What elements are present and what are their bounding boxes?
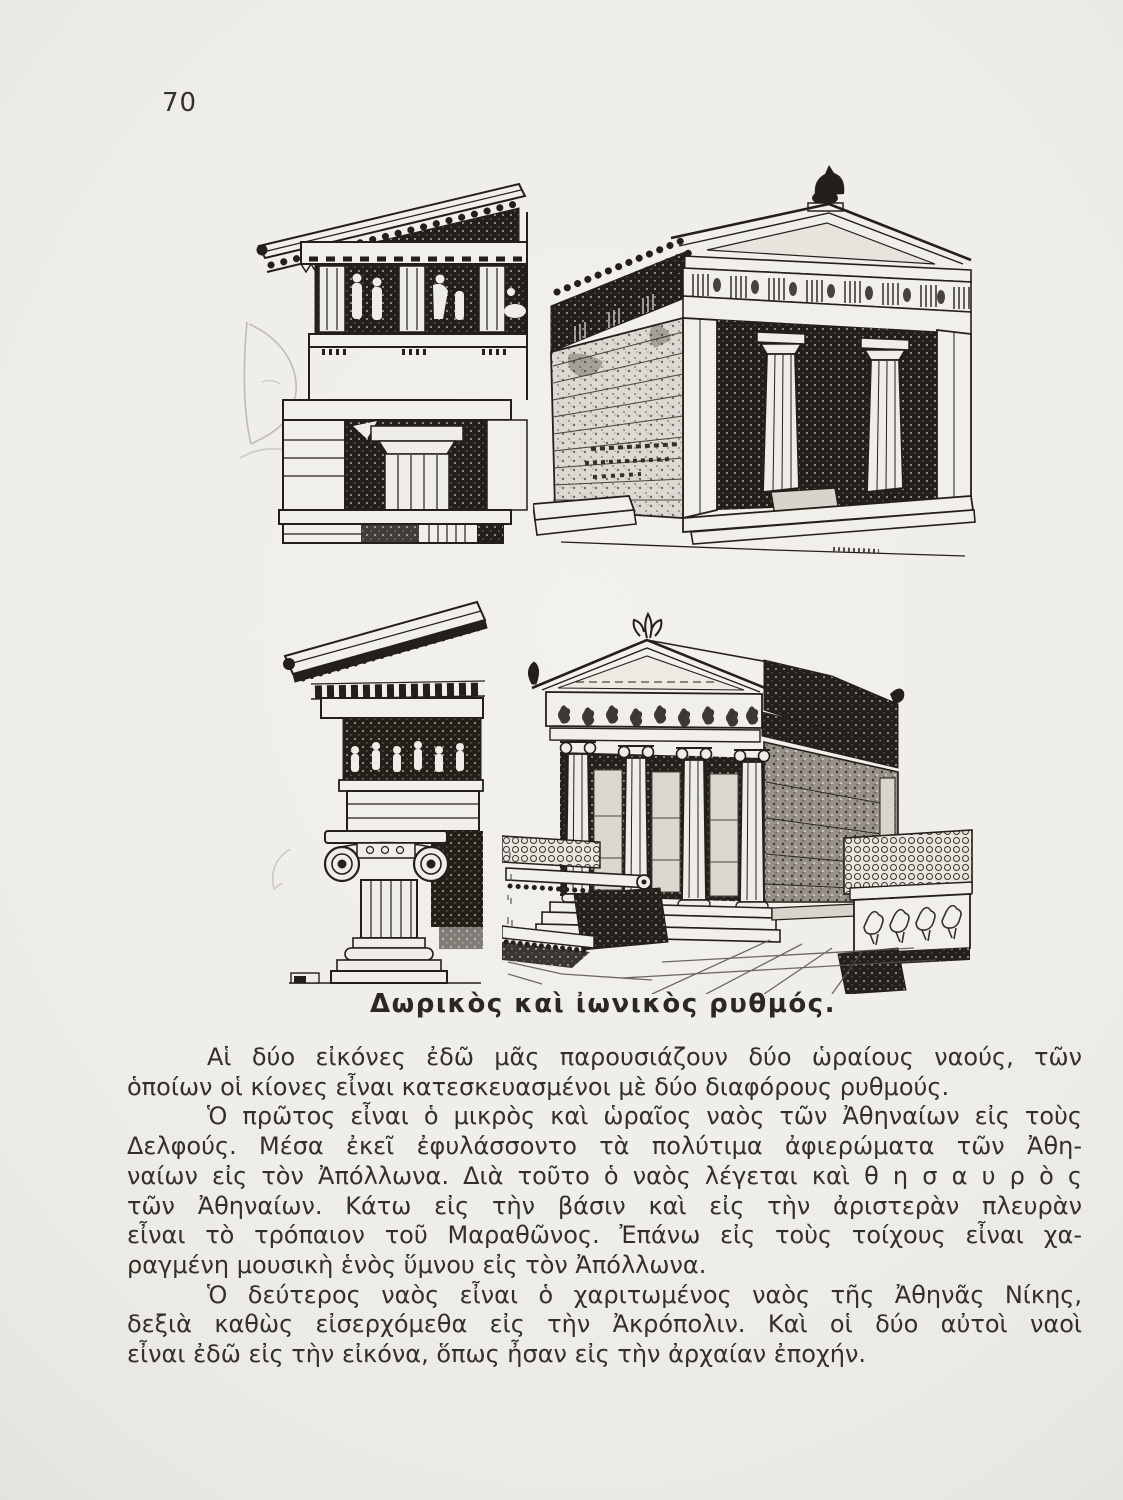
text-line: Δελφούς. Μέσα ἐκεῖ ἐφυλάσσοντο τὰ πολύτιμα ἀφιερώματα τῶν Ἀθη- [127, 1132, 1082, 1161]
doric-frieze [315, 264, 527, 334]
front-frieze [546, 692, 762, 742]
architrave [347, 791, 479, 831]
doric-order-detail-figure [253, 172, 533, 544]
apex-palmette [634, 614, 662, 638]
body-text [127, 1043, 1082, 1370]
volute-right [414, 847, 448, 881]
lower-wall [279, 400, 527, 543]
text-line: Ὁ πρῶτος εἶναι ὁ μικρὸς καὶ ὡραῖος ναὸς τῶν Ἀθηναίων εἰς τοὺς [207, 1102, 1082, 1131]
pediment [528, 614, 770, 692]
front-anta-right [937, 330, 971, 504]
raking-cornice [284, 602, 488, 682]
nike-parapet-right [838, 830, 972, 994]
ionic-frieze [343, 718, 481, 780]
text-line: ὁποίων οἱ κίονες εἶναι κατεσκευασμένοι μὲ δύο διαφόρους ρυθμούς. [127, 1072, 950, 1101]
side-wall [551, 318, 683, 518]
text-line: τῶν Ἀθηναίων. Κάτω εἰς τὴν βάσιν καὶ εἰς τὴν ἀριστερὰν πλευρὰν [127, 1191, 1082, 1220]
text-line: ραγμένη μουσικὴ ἑνὸς ὕμνου εἰς τὸν Ἀπόλλωνα. [127, 1250, 707, 1279]
figure-caption: Δωρικὸς καὶ ἰωνικὸς ρυθμός. [370, 989, 836, 1019]
ionic-capital [325, 831, 448, 881]
page-number: 70 [162, 88, 198, 118]
volute-left [325, 847, 359, 881]
corner-acroterion [528, 662, 538, 684]
fluted-shaft [361, 880, 417, 938]
text-line: δεξιὰ καθὼς εἰσερχόμεθα εἰς τὴν Ἀκρόπολιν. Καὶ οἱ δύο αὐτοὶ ναοὶ [127, 1310, 1082, 1339]
text-line: εἶναι τὸ τρόπαιον τοῦ Μαραθῶνος. Ἐπάνω εἰς τοὺς τοίχους εἶναι χα- [127, 1221, 1082, 1250]
fascia [321, 698, 483, 718]
text-line: ναίων εἰς τὸν Ἀπόλλωνα. Διὰ τοῦτο ὁ ναὸς λέγεται καὶ θ η σ α υ ρ ὸ ς [127, 1161, 1082, 1190]
taenia-guttae [309, 334, 527, 352]
text-line: εἶναι ἐδῶ εἰς τὴν εἰκόνα, ὅπως ἦσαν εἰς τὴν ἀρχαίαν ἐποχήν. [127, 1340, 867, 1369]
ground [561, 542, 965, 556]
ionic-order-detail-figure [281, 592, 526, 987]
text-line: Αἱ δύο εἰκόνες ἐδῶ μᾶς παρουσιάζουν δύο ὡραίους ναούς, τῶν [207, 1043, 1082, 1071]
dentils [311, 681, 485, 699]
foreground-block [533, 496, 636, 535]
front-anta-left [683, 318, 717, 518]
text-line: Ὁ δεύτερος ναὸς εἶναι ὁ χαριτωμένος ναὸς τῆς Ἀθηνᾶς Νίκης, [207, 1280, 1082, 1309]
frieze-cornice [339, 780, 483, 791]
ionic-temple-figure [502, 602, 984, 994]
column-base [331, 938, 447, 983]
doric-temple-figure [533, 158, 978, 558]
